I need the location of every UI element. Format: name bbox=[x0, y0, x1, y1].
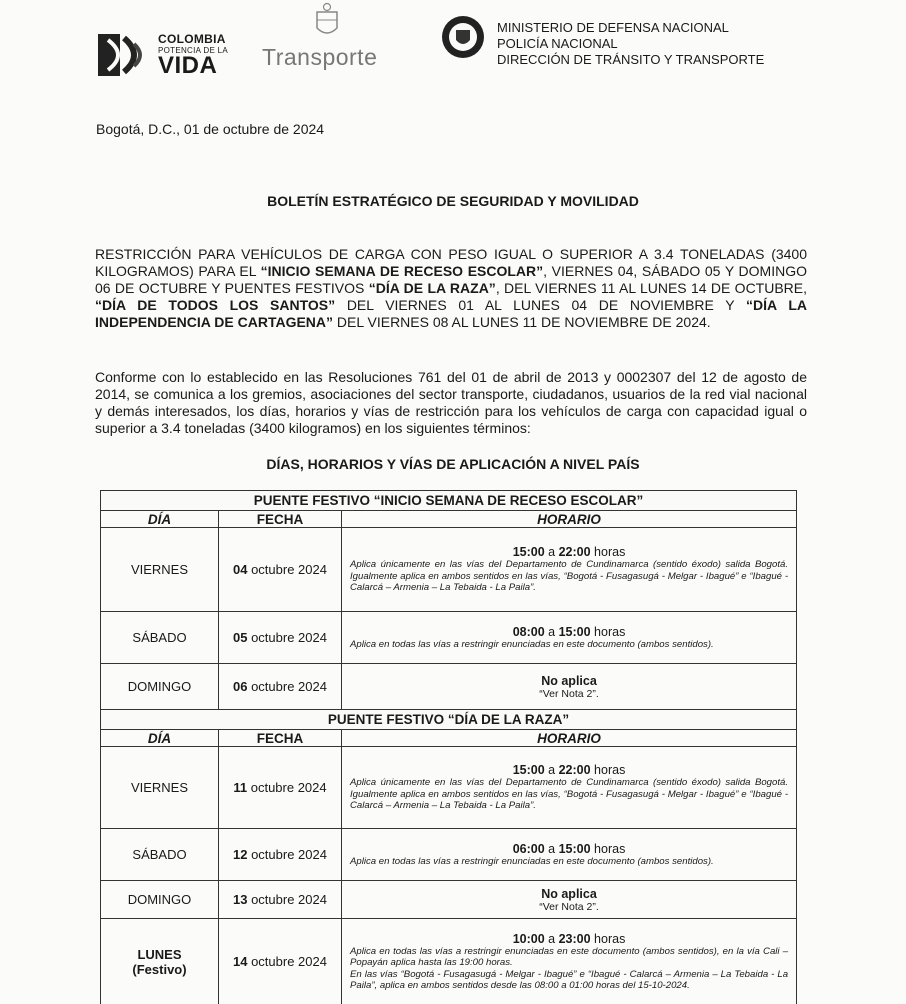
colombia-logo-line3: VIDA bbox=[158, 52, 218, 79]
restriction-paragraph: RESTRICCIÓN PARA VEHÍCULOS DE CARGA CON PESO IGUAL O SUPERIOR A 3.4 TONELADAS (3400 KILOGRAMOS) PARA EL “INICIO SEMANA DE RECESO ESCOLAR”, VIERNES 04, SÁBADO 05 Y DOMINGO 06 DE OCTUBRE Y PUENTES FESTIVOS “DÍA DE LA RAZA”, DEL VIERNES 11 AL LUNES 14 DE OCTUBRE, “DÍA DE TODOS LOS SANTOS” DEL VIERNES 01 AL LUNES 04 DE NOVIEMBRE Y “DÍA LA INDEPENDENCIA DE CARTAGENA” DEL VIERNES 08 AL LUNES 11 DE NOVIEMBRE DE 2024. bbox=[95, 246, 808, 330]
restriction-table bbox=[100, 490, 797, 1004]
schedule-note: Aplica únicamente en las vías del Departamento de Cundinamarca (sentido éxodo) salida Bogotá. Igualmente aplica en ambos sentidos en las vías, “Bogotá - Fusagasugá - Melgar - Ibagué” e “Ibagué - Calarcá – Armenia – La Tebaida - La Paila”. bbox=[350, 559, 789, 594]
table-row bbox=[101, 919, 797, 1004]
date-cell: 05 octubre 2024 bbox=[219, 612, 342, 664]
document-date: Bogotá, D.C., 01 de octubre de 2024 bbox=[96, 121, 325, 137]
transporte-logo-text: Transporte bbox=[262, 44, 378, 70]
schedule-cell bbox=[342, 528, 797, 612]
table-row bbox=[101, 747, 797, 829]
schedule-time: 15:00 a 22:00 horas bbox=[512, 763, 626, 778]
schedule-cell bbox=[342, 612, 797, 664]
col-schedule-header: HORARIO bbox=[342, 730, 797, 747]
colombia-potencia-logo bbox=[98, 30, 238, 80]
schedule-cell bbox=[342, 664, 797, 710]
ministry-line-2: POLICÍA NACIONAL bbox=[497, 36, 618, 51]
colombia-wave-icon bbox=[98, 32, 148, 78]
date-cell: 12 octubre 2024 bbox=[219, 829, 342, 881]
schedule-note: Aplica únicamente en las vías del Departamento de Cundinamarca (sentido éxodo) salida Bogotá. Igualmente aplica en ambos sentidos en las vías, “Bogotá - Fusagasugá - Melgar - Ibagué” e “Ibagué - Calarcá – Armenia – La Tebaida - La Paila”. bbox=[350, 777, 789, 812]
schedule-note: Aplica en todas las vías a restringir enunciadas en este documento (ambos sentidos). bbox=[350, 638, 714, 650]
section-header: PUENTE FESTIVO “INICIO SEMANA DE RECESO ESCOLAR” bbox=[101, 491, 797, 511]
table-row bbox=[101, 664, 797, 710]
see-note-label: “Ver Nota 2”. bbox=[539, 900, 599, 913]
colombia-logo-line2: POTENCIA DE LA bbox=[158, 46, 228, 55]
date-cell: 14 octubre 2024 bbox=[219, 919, 342, 1004]
day-cell: LUNES (Festivo) bbox=[101, 919, 219, 1004]
date-cell: 04 octubre 2024 bbox=[219, 528, 342, 612]
not-applicable-label: No aplica bbox=[541, 886, 597, 901]
schedule-cell bbox=[342, 881, 797, 919]
police-seal-icon bbox=[440, 14, 486, 60]
schedule-note: Aplica en todas las vías a restringir enunciadas en este documento (ambos sentidos), en la vía Cali – Popayán aplica hasta las 19:00 horas. bbox=[350, 945, 789, 968]
not-applicable-label: No aplica bbox=[541, 673, 597, 688]
day-cell: DOMINGO bbox=[101, 881, 219, 919]
day-cell: SÁBADO bbox=[101, 829, 219, 881]
day-cell: SÁBADO bbox=[101, 612, 219, 664]
date-cell: 11 octubre 2024 bbox=[219, 747, 342, 829]
day-cell: VIERNES bbox=[101, 747, 219, 829]
schedule-subtitle: DÍAS, HORARIOS Y VÍAS DE APLICACIÓN A NIVEL PAÍS bbox=[266, 456, 640, 472]
ministry-line-3: DIRECCIÓN DE TRÁNSITO Y TRANSPORTE bbox=[497, 52, 765, 67]
table-row bbox=[101, 612, 797, 664]
schedule-time: 08:00 a 15:00 horas bbox=[512, 624, 626, 639]
column-header-row bbox=[101, 511, 797, 528]
col-date-header: FECHA bbox=[219, 730, 342, 747]
section-header: PUENTE FESTIVO “DÍA DE LA RAZA” bbox=[101, 710, 797, 730]
col-day-header: DÍA bbox=[101, 730, 219, 747]
date-cell: 06 octubre 2024 bbox=[219, 664, 342, 710]
schedule-time: 06:00 a 15:00 horas bbox=[512, 841, 626, 856]
schedule-cell bbox=[342, 747, 797, 829]
see-note-label: “Ver Nota 2”. bbox=[539, 687, 599, 700]
col-day-header: DÍA bbox=[101, 511, 219, 528]
schedule-note: Aplica en todas las vías a restringir enunciadas en este documento (ambos sentidos). bbox=[350, 855, 714, 867]
bulletin-title: BOLETÍN ESTRATÉGICO DE SEGURIDAD Y MOVILIDAD bbox=[267, 193, 639, 209]
schedule-cell bbox=[342, 919, 797, 1004]
schedule-time: 10:00 a 23:00 horas bbox=[512, 931, 626, 946]
schedule-cell bbox=[342, 829, 797, 881]
ministry-line-1: MINISTERIO DE DEFENSA NACIONAL bbox=[497, 20, 729, 35]
table-row bbox=[101, 881, 797, 919]
resolution-paragraph: Conforme con lo establecido en las Resoluciones 761 del 01 de abril de 2013 y 0002307 del 12 de agosto de 2014, se comunica a los gremios, asociaciones del sector transporte, ciudadanos, usuarios de la red vial nacional y demás interesados, los días, horarios y vías de restricción para los vehículos de carga con capacidad igual o superior a 3.4 toneladas (3400 kilogramos) en los siguientes términos: bbox=[95, 369, 807, 436]
colombia-logo-line1: COLOMBIA bbox=[158, 32, 226, 46]
schedule-time: 15:00 a 22:00 horas bbox=[512, 545, 626, 560]
col-date-header: FECHA bbox=[219, 511, 342, 528]
table-row bbox=[101, 829, 797, 881]
ministry-header bbox=[497, 20, 764, 68]
schedule-note-secondary: En las vías “Bogotá - Fusagasugá - Melgar - Ibagué” e “Ibagué - Calarcá – Armenia – La Tebaida - La Paila”, aplica en ambos sentidos desde las 08:00 a 01:00 horas del 15-10-2024. bbox=[350, 968, 789, 991]
column-header-row bbox=[101, 730, 797, 747]
day-cell: DOMINGO bbox=[101, 664, 219, 710]
table-row bbox=[101, 528, 797, 612]
col-schedule-header: HORARIO bbox=[342, 511, 797, 528]
transporte-logo bbox=[262, 2, 402, 82]
date-cell: 13 octubre 2024 bbox=[219, 881, 342, 919]
coat-of-arms-icon bbox=[312, 2, 342, 42]
day-cell: VIERNES bbox=[101, 528, 219, 612]
